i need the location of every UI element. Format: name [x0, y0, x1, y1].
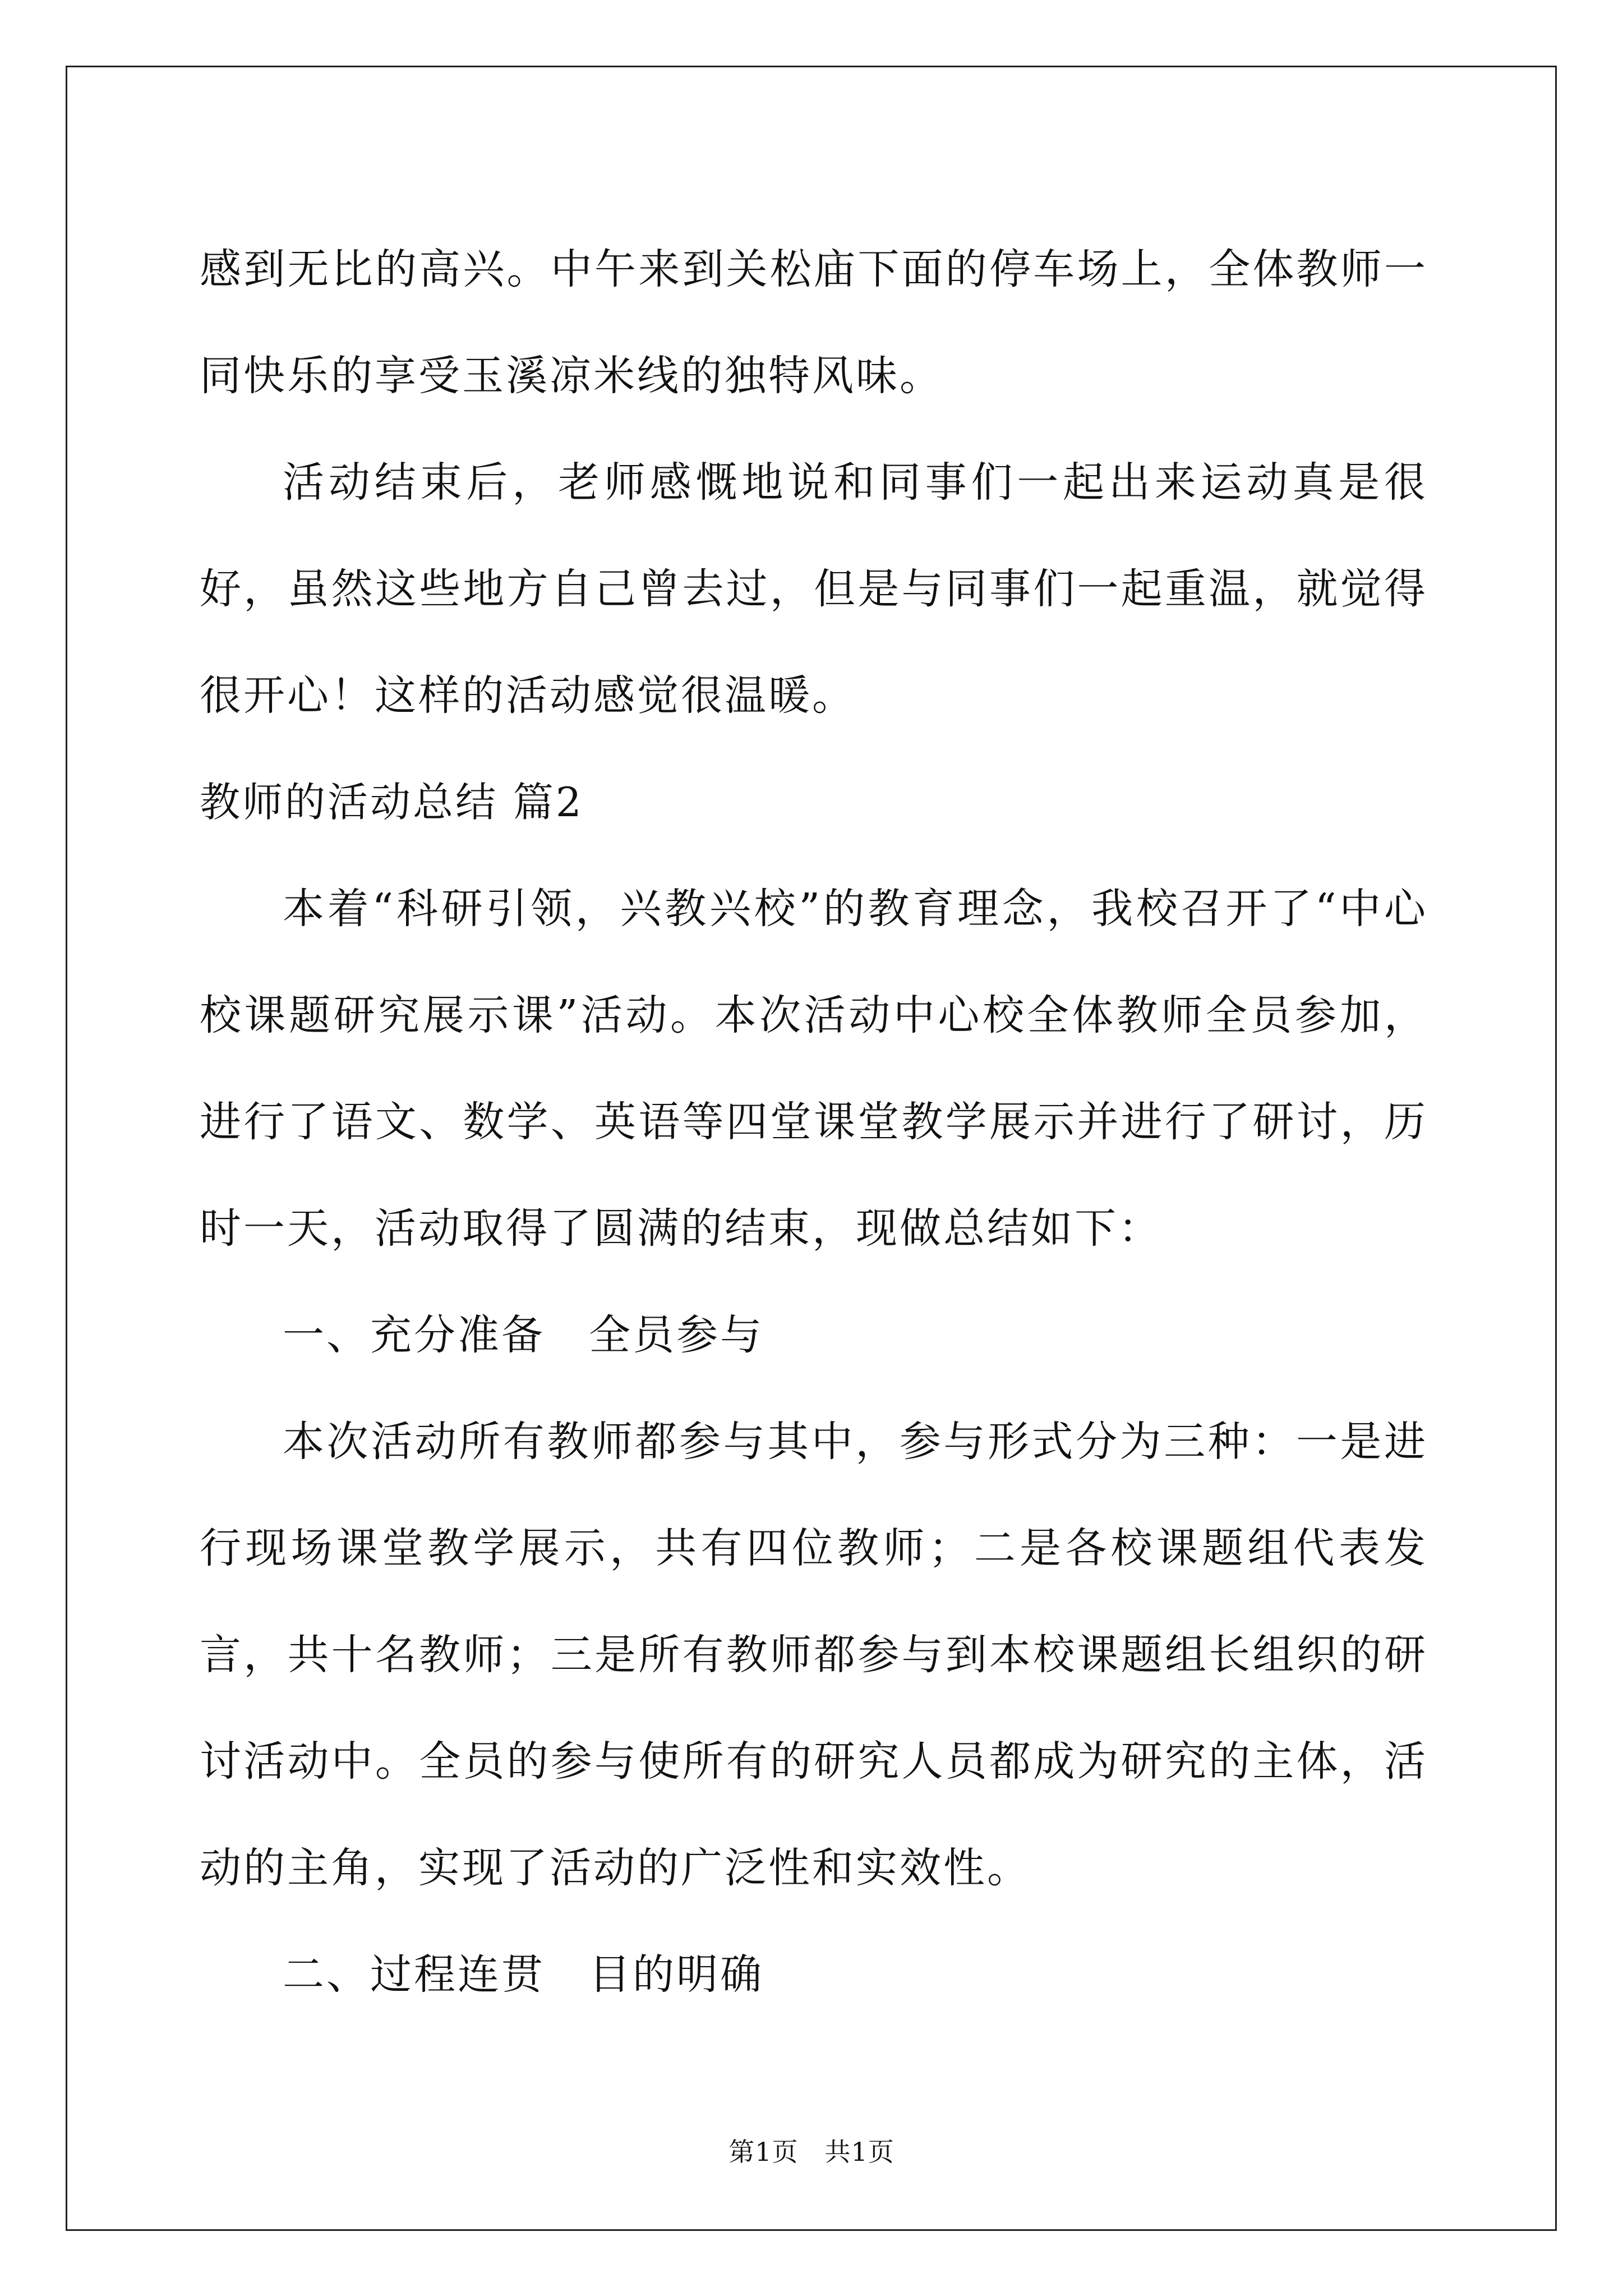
- heading-part-two: 二、过程连贯 目的明确: [283, 1950, 764, 1999]
- paragraph-continuation: 感到无比的高兴。中午来到关松庙下面的停车场上，全体教师一同快乐的享受玉溪凉米线的独特风味。: [200, 245, 1428, 400]
- page-footer: 第1页 共1页: [728, 2137, 895, 2167]
- paragraph-participation: 本次活动所有教师都参与其中，参与形式分为三种：一是进行现场课堂教学展示，共有四位教师；二是各校课题组代表发言，共十名教师；三是所有教师都参与到本校课题组长组织的研讨活动中。全员的参与使所有的研究人员都成为研究的主体，活动的主角，实现了活动的广泛性和实效性。: [200, 1418, 1428, 1892]
- section-title: 教师的活动总结 篇2: [200, 779, 584, 826]
- paragraph-intro: 本着“科研引领，兴教兴校”的教育理念，我校召开了“中心校课题研究展示课”活动。本次活动中心校全体教师全员参加，进行了语文、数学、英语等四堂课堂教学展示并进行了研讨，历时一天，活动取得了圆满的结束，现做总结如下：: [200, 885, 1428, 1253]
- document-body: [200, 216, 1428, 2028]
- paragraph-activity-end: 活动结束后，老师感慨地说和同事们一起出来运动真是很好，虽然这些地方自己曾去过，但是与同事们一起重温，就觉得很开心！这样的活动感觉很温暖。: [200, 458, 1428, 720]
- heading-part-one: 一、充分准备 全员参与: [283, 1311, 764, 1359]
